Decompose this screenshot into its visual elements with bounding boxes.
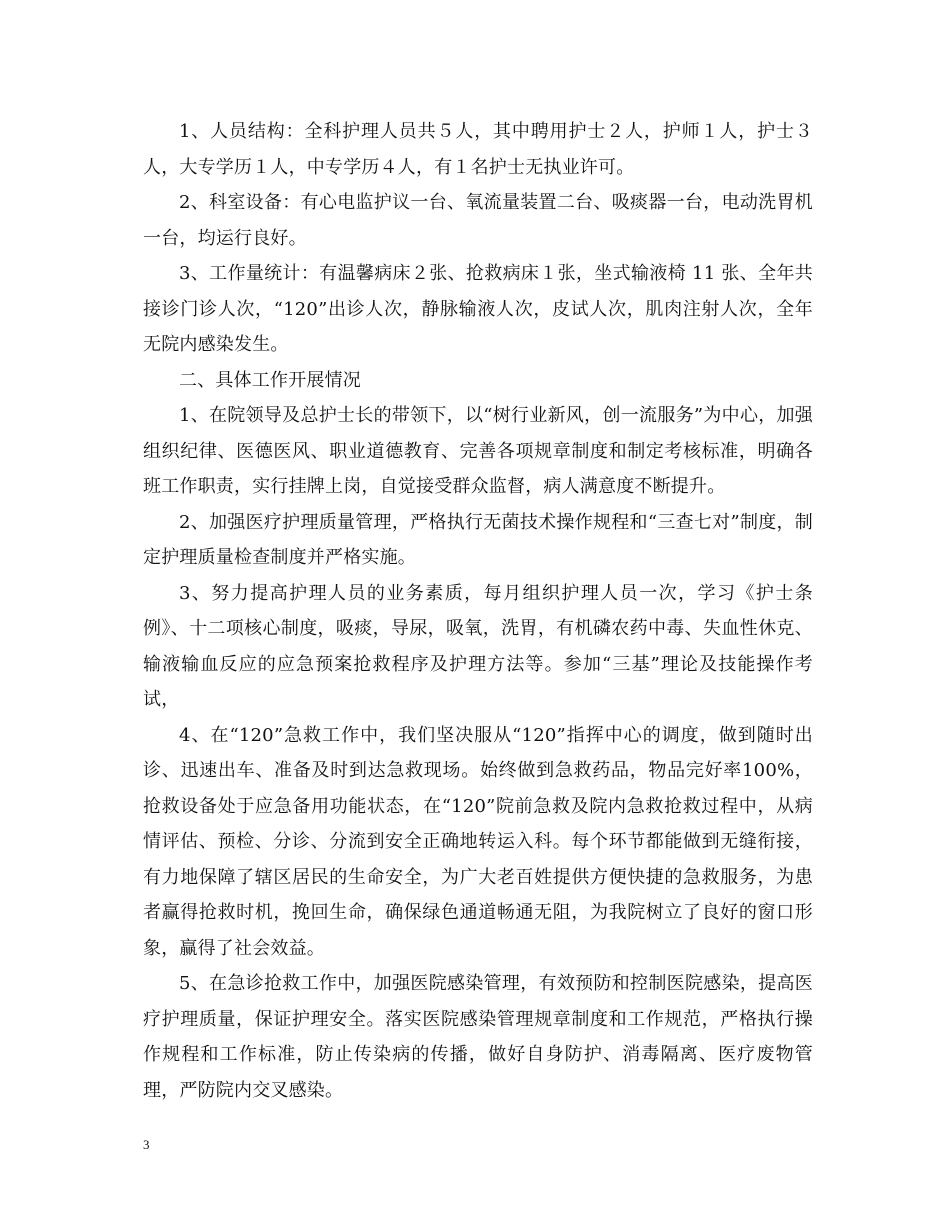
paragraph-equipment: 2、科室设备：有心电监护议一台、氧流量装置二台、吸痰器一台，电动洗胃机一台，均运行良好。 — [143, 192, 813, 249]
paragraph-leadership: 1、在院领导及总护士长的带领下，以“树行业新风，创一流服务”为中心，加强组织纪律、医德医风、职业道德教育、完善各项规章制度和制定考核标准，明确各班工作职责，实行挂牌上岗，自觉接受群众监督，病人满意度不断提升。 — [143, 405, 813, 497]
section-heading-work-progress: 二、具体工作开展情况 — [179, 369, 361, 391]
page-number: 3 — [143, 1137, 150, 1152]
document-body — [143, 114, 813, 1108]
paragraph-training: 3、努力提高护理人员的业务素质，每月组织护理人员一次，学习《护士条例》、十二项核心制度，吸痰，导尿，吸氧，洗胃，有机磷农药中毒、失血性休克、输液输血反应的应急预案抢救程序及护理方法等。参加“三基”理论及技能操作考试， — [143, 582, 813, 710]
paragraph-quality-management: 2、加强医疗护理质量管理，严格执行无菌技术操作规程和“三查七对”制度，制定护理质量检查制度并严格实施。 — [143, 511, 813, 568]
paragraph-emergency-120: 4、在“120”急救工作中，我们坚决服从“120”指挥中心的调度，做到随时出诊、迅速出车、准备及时到达急救现场。始终做到急救药品，物品完好率100%，抢救设备处于应急备用功能状态，在“120”院前急救及院内急救抢救过程中，从病情评估、预检、分诊、分流到安全正确地转运入科。每个环节都能做到无缝衔接，有力地保障了辖区居民的生命安全，为广大老百姓提供方便快捷的急救服务，为患者赢得抢救时机，挽回生命，确保绿色通道畅通无阻，为我院树立了良好的窗口形象，赢得了社会效益。 — [143, 724, 813, 959]
paragraph-infection-control: 5、在急诊抢救工作中，加强医院感染管理，有效预防和控制医院感染，提高医疗护理质量，保证护理安全。落实医院感染管理规章制度和工作规范，严格执行操作规程和工作标准，防止传染病的传播，做好自身防护、消毒隔离、医疗废物管理，严防院内交叉感染。 — [143, 973, 813, 1101]
paragraph-staff-structure: 1、人员结构：全科护理人员共５人，其中聘用护士２人，护师１人，护士３人，大专学历１人，中专学历４人，有１名护士无执业许可。 — [143, 121, 813, 178]
paragraph-workload: 3、工作量统计：有温馨病床２张、抢救病床１张，坐式输液椅 11 张、全年共接诊门诊人次，“120”出诊人次，静脉输液人次，皮试人次，肌肉注射人次，全年无院内感染发生。 — [143, 263, 813, 355]
